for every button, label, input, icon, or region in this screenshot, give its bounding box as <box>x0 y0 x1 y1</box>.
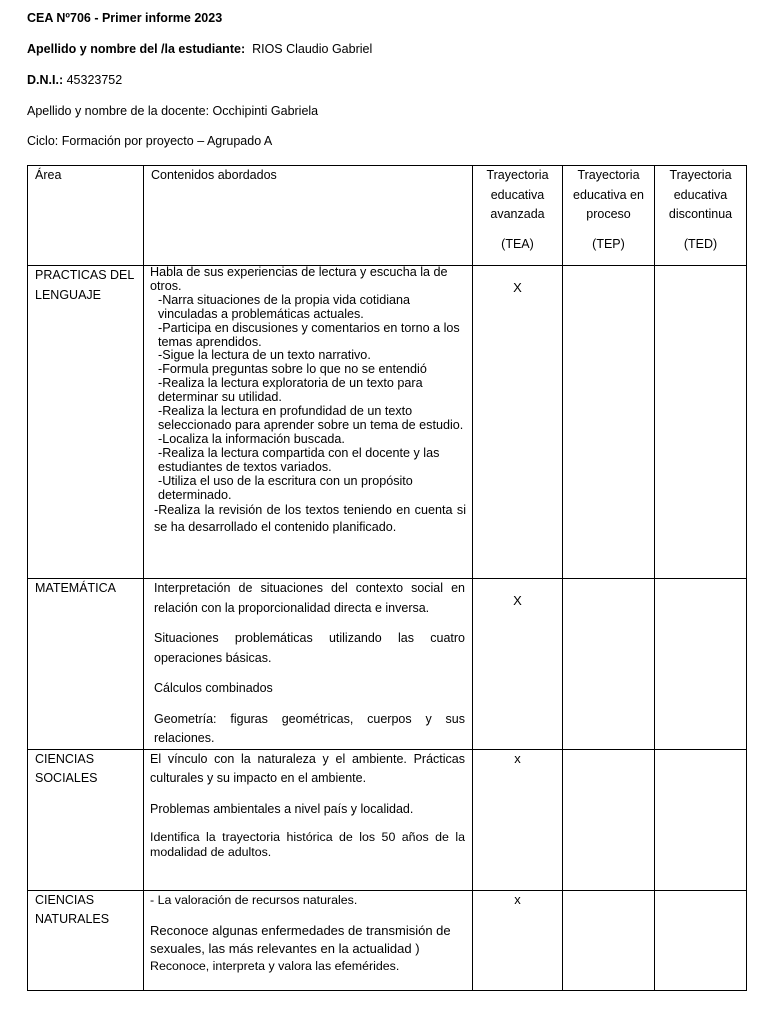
table-row <box>28 749 747 890</box>
table-row <box>28 266 747 579</box>
ted-mark <box>655 890 747 990</box>
header-ted: Trayectoria educativa discontinua (TED) <box>655 166 747 266</box>
area-cell: PRACTICAS DEL LENGUAJE <box>28 266 144 579</box>
contents-cell: El vínculo con la naturaleza y el ambiente. Prácticas culturales y su impacto en el ambiente. Problemas ambientales a nivel país y localidad. Identifica la trayectoria histórica de los 50 años de la modalidad de adultos. <box>144 749 473 890</box>
tea-mark: x <box>473 749 563 890</box>
tea-mark: X <box>473 266 563 579</box>
area-cell: CIENCIAS SOCIALES <box>28 749 144 890</box>
tep-mark <box>563 749 655 890</box>
header-tea: Trayectoria educativa avanzada (TEA) <box>473 166 563 266</box>
table-header-row <box>28 166 747 266</box>
cycle-line: Ciclo: Formación por proyecto – Agrupado A <box>27 134 273 148</box>
report-table <box>27 165 747 991</box>
student-name: RIOS Claudio Gabriel <box>252 42 373 56</box>
tep-mark <box>563 890 655 990</box>
teacher-line: Apellido y nombre de la docente: Occhipinti Gabriela <box>27 104 319 118</box>
table-row <box>28 890 747 990</box>
header-contents: Contenidos abordados <box>144 166 473 266</box>
ted-mark <box>655 266 747 579</box>
ted-mark <box>655 749 747 890</box>
area-cell: CIENCIAS NATURALES <box>28 890 144 990</box>
table-row <box>28 579 747 750</box>
tea-mark: x <box>473 890 563 990</box>
header-tep: Trayectoria educativa en proceso (TEP) <box>563 166 655 266</box>
dni-line: D.N.I.: 45323752 <box>27 73 123 87</box>
contents-cell: Interpretación de situaciones del contexto social en relación con la proporcionalidad directa e inversa. Situaciones problemáticas utilizando las cuatro operaciones básicas. Cálculos combinados Geometría: figuras geométricas, cuerpos y sus relaciones. <box>144 579 473 750</box>
contents-cell: - La valoración de recursos naturales. Reconoce algunas enfermedades de transmisión de sexuales, las más relevantes en la actualidad ) Reconoce, interpreta y valora las efemérides. <box>144 890 473 990</box>
contents-cell: Habla de sus experiencias de lectura y escucha la de otros. -Narra situaciones de la propia vida cotidiana vinculadas a problemáticas actuales. -Participa en discusiones y comentarios en torno a los temas aprendidos. -Sigue la lectura de un texto narrativo. -Formula preguntas sobre lo que no se entendió -Realiza la lectura exploratoria de un texto para determinar su utilidad. -Realiza la lectura en profundidad de un texto seleccionado para aprender sobre un tema de estudio. -Localiza la información buscada. -Realiza la lectura compartida con el docente y las estudiantes de textos variados. -Utiliza el uso de la escritura con un propósito determinado. -Realiza la revisión de los textos teniendo en cuenta si se ha desarrollado el contenido planificado. <box>144 266 473 579</box>
tea-mark: X <box>473 579 563 750</box>
dni-value: 45323752 <box>66 73 123 87</box>
school-line: CEA Nº706 - Primer informe 2023 <box>27 11 223 25</box>
tep-mark <box>563 579 655 750</box>
area-cell: MATEMÁTICA <box>28 579 144 750</box>
ted-mark <box>655 579 747 750</box>
tep-mark <box>563 266 655 579</box>
header-area: Área <box>28 166 144 266</box>
student-line: Apellido y nombre del /la estudiante: RIOS Claudio Gabriel <box>27 42 373 56</box>
